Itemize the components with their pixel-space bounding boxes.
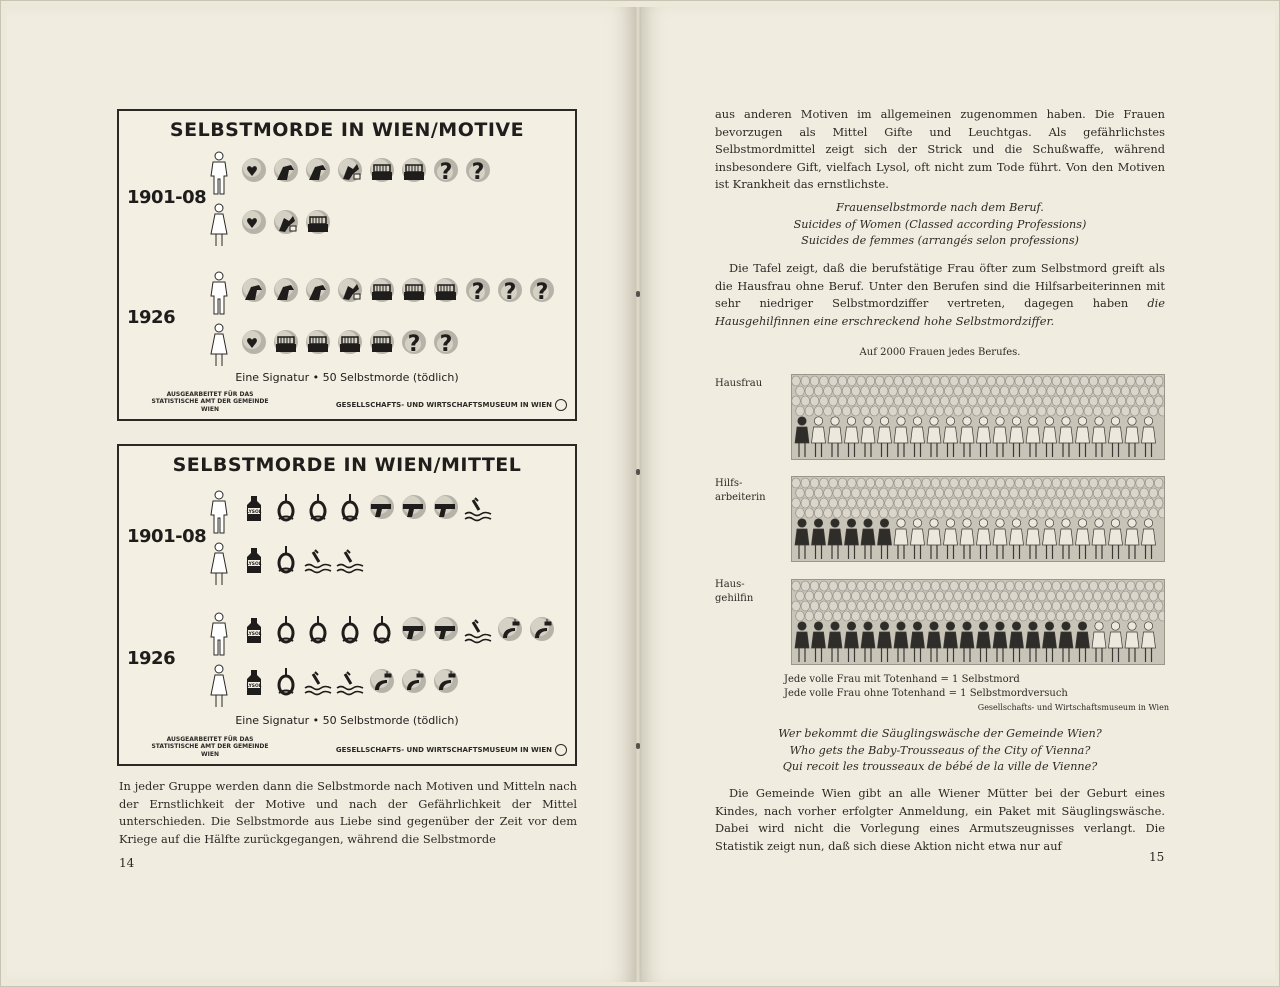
caption2-fr: Qui recoit les trousseaux de bébé de la ville de Vienne? — [782, 760, 1098, 773]
bed-icon — [367, 329, 397, 357]
noose-icon — [271, 616, 301, 644]
hilfsarbeiterin-band-crowd — [792, 477, 1165, 562]
motive-row-women-1926 — [239, 329, 461, 357]
bed-icon — [367, 277, 397, 305]
svg-text:?: ? — [439, 160, 453, 185]
motive-year-1901-08: 1901-08 — [127, 187, 207, 208]
svg-text:?: ? — [407, 332, 421, 357]
woman-figure-icon — [207, 323, 231, 369]
bed-icon — [335, 329, 365, 357]
question-icon — [431, 157, 461, 185]
man-figure-icon — [207, 151, 231, 197]
man-outline — [207, 490, 231, 536]
motive-signature: Eine Signatur • 50 Selbstmorde (tödlich) — [235, 371, 459, 384]
right-page-number: 15 — [1149, 850, 1165, 864]
bed-icon — [271, 329, 301, 357]
noose-icon — [335, 494, 365, 522]
person-bent-icon — [271, 157, 301, 185]
motive-row-women-1901 — [239, 209, 333, 237]
hilfsarbeiterin-band — [791, 476, 1165, 562]
drowning-icon — [335, 546, 365, 574]
motive-footer-right-text: GESELLSCHAFTS- UND WIRTSCHAFTSMUSEUM IN WIEN — [335, 401, 552, 409]
hausgehilfin-band — [791, 579, 1165, 665]
woman-figure-icon — [207, 664, 231, 710]
person-bent-icon — [239, 277, 269, 305]
question-icon — [399, 329, 429, 357]
woman-outline — [207, 664, 231, 710]
motive-footer-right — [336, 399, 567, 411]
museum-credit: Gesellschafts- und Wirtschaftsmuseum in Wien — [977, 703, 1169, 712]
right-para2 — [715, 260, 1165, 330]
bed-icon — [303, 209, 333, 237]
pistol-icon — [367, 494, 397, 522]
row-label-hilfsarbeiterin: Hilfs- arbeiterin — [715, 478, 766, 503]
svg-text:?: ? — [439, 332, 453, 357]
drowning-icon — [463, 494, 493, 522]
question-icon — [463, 157, 493, 185]
right-body-text2: Die Gemeinde Wien gibt an alle Wiener Mütter bei der Geburt eines Kindes, nach vorher erfolgter Anmeldung, ein Paket mit Säuglingswäsche. Dabei wird nicht die Vorlegung eines Armutszeugnisses verlangt. Die Statistik zeigt nun, daß sich diese Aktion nicht etwa nur auf — [715, 786, 1165, 853]
staple — [636, 743, 640, 749]
drowning-icon — [335, 668, 365, 696]
professions-chart-heading: Auf 2000 Frauen jedes Berufes. — [859, 347, 1021, 358]
mittel-year-1926: 1926 — [127, 648, 176, 669]
noose-icon — [271, 494, 301, 522]
poison-bottle-icon — [239, 546, 269, 574]
mittel-chart-title: SELBSTMORDE IN WIEN/MITTEL — [172, 454, 522, 476]
hausfrau-band — [791, 374, 1165, 460]
mittel-signature: Eine Signatur • 50 Selbstmorde (tödlich) — [235, 714, 459, 727]
person-bent-icon — [303, 157, 333, 185]
woman-figure-icon — [207, 542, 231, 588]
drowning-icon — [303, 546, 333, 574]
left-page-number: 14 — [119, 856, 135, 870]
gas-tap-icon — [431, 668, 461, 696]
mittel-row-men-1926 — [239, 616, 557, 644]
caption-fr: Suicides de femmes (arrangés selon professions) — [801, 234, 1079, 247]
professions-caption — [715, 200, 1165, 250]
right-page — [641, 7, 1275, 982]
pistol-icon — [431, 494, 461, 522]
debt-icon — [335, 277, 365, 305]
noose-icon — [303, 616, 333, 644]
svg-text:LYSOL: LYSOL — [246, 684, 262, 689]
mittel-year-1901-08: 1901-08 — [127, 526, 207, 547]
motive-footer-left: AUSGEARBEITET FÜR DAS STATISTISCHE AMT DER GEMEINDE WIEN — [151, 390, 269, 413]
row-label-hausfrau: Hausfrau — [715, 378, 763, 389]
man-figure-icon — [207, 271, 231, 317]
man-outline — [207, 271, 231, 317]
heart-icon — [239, 209, 269, 237]
motive-row-men-1901 — [239, 157, 493, 185]
man-outline — [207, 612, 231, 658]
hausgehilfin-band-crowd — [792, 580, 1165, 665]
pistol-icon — [399, 494, 429, 522]
caption-en: Suicides of Women (Classed according Professions) — [793, 217, 1087, 231]
caption-de: Frauenselbstmorde nach dem Beruf. — [836, 201, 1044, 214]
poison-bottle-icon — [239, 668, 269, 696]
bed-icon — [399, 277, 429, 305]
question-icon — [431, 329, 461, 357]
heart-icon — [239, 157, 269, 185]
bed-icon — [367, 157, 397, 185]
question-icon — [463, 277, 493, 305]
bed-icon — [303, 329, 333, 357]
debt-icon — [271, 209, 301, 237]
poison-bottle-icon — [239, 616, 269, 644]
gas-tap-icon — [495, 616, 525, 644]
staple — [636, 291, 640, 297]
left-page — [7, 7, 635, 982]
noose-icon — [367, 616, 397, 644]
noose-icon — [335, 616, 365, 644]
woman-outline — [207, 323, 231, 369]
legend-death: Jede volle Frau mit Totenhand = 1 Selbstmord — [784, 674, 1020, 685]
man-figure-icon — [207, 612, 231, 658]
motive-chart-title: SELBSTMORDE IN WIEN/MOTIVE — [169, 119, 525, 141]
poison-bottle-icon — [239, 494, 269, 522]
noose-icon — [303, 494, 333, 522]
mittel-footer-left: AUSGEARBEITET FÜR DAS STATISTISCHE AMT DER GEMEINDE WIEN — [151, 735, 269, 758]
bed-icon — [431, 277, 461, 305]
motive-chart — [117, 109, 577, 421]
woman-outline — [207, 542, 231, 588]
person-bent-icon — [271, 277, 301, 305]
mittel-row-women-1926 — [239, 668, 461, 696]
globe-icon — [555, 399, 567, 411]
row-label-hausgehilfin: Haus- gehilfin — [715, 579, 754, 604]
mittel-chart — [117, 444, 577, 766]
question-icon — [527, 277, 557, 305]
staple — [636, 469, 640, 475]
hausfrau-band-crowd — [792, 375, 1165, 460]
person-bent-icon — [303, 277, 333, 305]
mittel-footer-right — [336, 744, 567, 756]
svg-text:?: ? — [535, 280, 549, 305]
caption2-de: Wer bekommt die Säuglingswäsche der Gemeinde Wien? — [778, 727, 1102, 740]
para2-plain: Die Tafel zeigt, daß die berufstätige Frau öfter zum Selbstmord greift als die Hausfrau ohne Beruf. Unter den Berufen sind die Hilfsarbeiterinnen mit sehr niedriger Selbstmordziffer vertreten, dagegen haben — [715, 261, 1165, 310]
woman-figure-icon — [207, 203, 231, 249]
svg-text:LYSOL: LYSOL — [246, 562, 262, 567]
man-outline — [207, 151, 231, 197]
pistol-icon — [431, 616, 461, 644]
gas-tap-icon — [527, 616, 557, 644]
heart-icon — [239, 329, 269, 357]
drowning-icon — [463, 616, 493, 644]
svg-text:?: ? — [471, 160, 485, 185]
noose-icon — [271, 668, 301, 696]
question-icon — [495, 277, 525, 305]
drowning-icon — [303, 668, 333, 696]
motive-year-1926: 1926 — [127, 307, 176, 328]
debt-icon — [335, 157, 365, 185]
mittel-footer-right-text: GESELLSCHAFTS- UND WIRTSCHAFTSMUSEUM IN WIEN — [335, 746, 552, 754]
caption2-en: Who gets the Baby-Trousseaus of the City of Vienna? — [789, 743, 1091, 757]
svg-text:?: ? — [471, 280, 485, 305]
noose-icon — [271, 546, 301, 574]
globe-icon — [555, 744, 567, 756]
woman-outline — [207, 203, 231, 249]
right-intro-text: aus anderen Motiven im allgemeinen zugenommen haben. Die Frauen bevorzugen als Mittel Gifte und Leuchtgas. Als gefährlichstes Selbstmordmittel zeigt sich der Strick und die Schußwaffe, während insbesondere Gift, vielfach Lysol, oft nicht zum Tode führt. Von den Motiven ist Krankheit das ernstlichste. — [715, 107, 1165, 191]
svg-text:LYSOL: LYSOL — [246, 632, 262, 637]
para2-italic: die Hausgehilfinnen eine erschreckend hohe Selbstmordziffer. — [715, 296, 1165, 328]
mittel-row-men-1901 — [239, 494, 493, 522]
gas-tap-icon — [399, 668, 429, 696]
left-body-text: In jeder Gruppe werden dann die Selbstmorde nach Motiven und Mitteln nach der Ernstlichkeit der Motive und nach der Gefährlichkeit der Mittel unterschieden. Die Selbstmorde aus Liebe sind gegenüber der Zeit vor dem Kriege auf die Hälfte zurückgegangen, während die Selbstmorde — [119, 779, 577, 846]
mittel-row-women-1901 — [239, 546, 365, 574]
svg-text:LYSOL: LYSOL — [246, 510, 262, 515]
motive-row-men-1926 — [239, 277, 557, 305]
gas-tap-icon — [367, 668, 397, 696]
man-figure-icon — [207, 490, 231, 536]
pistol-icon — [399, 616, 429, 644]
legend-attempt: Jede volle Frau ohne Totenhand = 1 Selbstmordversuch — [784, 688, 1068, 699]
svg-text:?: ? — [503, 280, 517, 305]
bed-icon — [399, 157, 429, 185]
trousseau-caption — [715, 726, 1165, 776]
